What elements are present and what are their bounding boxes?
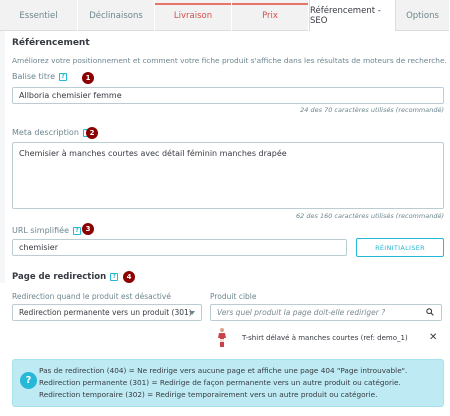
tab-declinaisons[interactable] bbox=[78, 0, 155, 31]
product-tabs bbox=[0, 0, 450, 31]
redirect-title bbox=[12, 272, 118, 282]
step-badge: 3 bbox=[82, 223, 94, 235]
redirect-type-select[interactable] bbox=[12, 304, 202, 321]
tab-label: Référencement - SEO bbox=[310, 6, 381, 26]
meta-title-label bbox=[12, 72, 67, 81]
tab-label: Déclinaisons bbox=[89, 10, 143, 21]
friendly-url-input[interactable]: chemisier bbox=[12, 239, 347, 256]
redirect-info-alert bbox=[12, 359, 444, 407]
step-badge: 2 bbox=[86, 127, 98, 139]
tab-options[interactable] bbox=[396, 0, 450, 31]
target-product-name: T-shirt délavé à manches courtes (ref: demo_1) bbox=[242, 334, 408, 342]
step-badge: 1 bbox=[82, 72, 94, 84]
tab-livraison[interactable] bbox=[155, 0, 232, 31]
meta-title-input[interactable]: Allboria chemisier femme bbox=[12, 87, 444, 104]
search-icon[interactable] bbox=[426, 308, 434, 318]
seo-title: Référencement bbox=[12, 38, 90, 48]
question-icon: ? bbox=[20, 372, 37, 389]
target-product-placeholder: Vers quel produit la page doit-elle rediriger ? bbox=[217, 308, 386, 317]
redirect-type-label: Redirection quand le produit est désactivé bbox=[12, 292, 171, 301]
left-border bbox=[0, 31, 5, 283]
friendly-url-label-text: URL simplifiée bbox=[12, 226, 70, 235]
target-product-label: Produit cible bbox=[210, 292, 257, 301]
question-icon[interactable]: ? bbox=[110, 273, 118, 281]
tab-label: Options bbox=[406, 10, 439, 21]
step-badge: 4 bbox=[123, 271, 135, 283]
friendly-url-label bbox=[12, 226, 81, 235]
close-icon[interactable]: ✕ bbox=[429, 332, 438, 343]
meta-title-label-text: Balise titre bbox=[12, 72, 55, 81]
product-thumbnail bbox=[213, 327, 231, 349]
redirect-type-value: Redirection permanente vers un produit (301) bbox=[19, 308, 192, 317]
meta-description-label bbox=[12, 128, 91, 137]
meta-description-textarea[interactable]: Chemisier à manches courtes avec détail féminin manches drapée bbox=[12, 142, 444, 209]
redirect-title-text: Page de redirection bbox=[12, 272, 107, 282]
tab-prix[interactable] bbox=[232, 0, 309, 31]
tab-label: Prix bbox=[262, 10, 278, 21]
meta-description-counter: 62 des 160 caractères utilisés (recommandé) bbox=[296, 212, 444, 220]
meta-description-label-text: Meta description bbox=[12, 128, 79, 137]
question-icon[interactable]: ? bbox=[73, 227, 81, 235]
reset-url-button[interactable]: RÉINITIALISER bbox=[356, 238, 444, 257]
target-product-item bbox=[213, 327, 408, 349]
info-line: Redirection temporaire (302) = Redirige temporairement vers un autre produit ou catégorie. bbox=[39, 390, 378, 399]
tab-label: Essentiel bbox=[19, 10, 58, 21]
tab-label: Livraison bbox=[173, 10, 213, 21]
meta-title-counter: 24 des 70 caractères utilisés (recommandé) bbox=[300, 106, 444, 114]
info-line: Pas de redirection (404) = Ne redirige vers aucune page et affiche une page 404 "Page introuvable". bbox=[39, 366, 408, 375]
target-product-search[interactable] bbox=[210, 304, 442, 321]
tab-referencement-seo[interactable] bbox=[309, 0, 396, 32]
question-icon[interactable]: ? bbox=[59, 73, 67, 81]
tab-essentiel[interactable] bbox=[0, 0, 78, 31]
seo-intro: Améliorez votre positionnement et comment votre fiche produit s'affiche dans les résultats de moteurs de recherche. bbox=[12, 56, 447, 65]
info-line: Redirection permanente (301) = Redirige de façon permanente vers un autre produit ou catégorie. bbox=[39, 378, 401, 387]
chevron-down-icon bbox=[189, 311, 195, 315]
